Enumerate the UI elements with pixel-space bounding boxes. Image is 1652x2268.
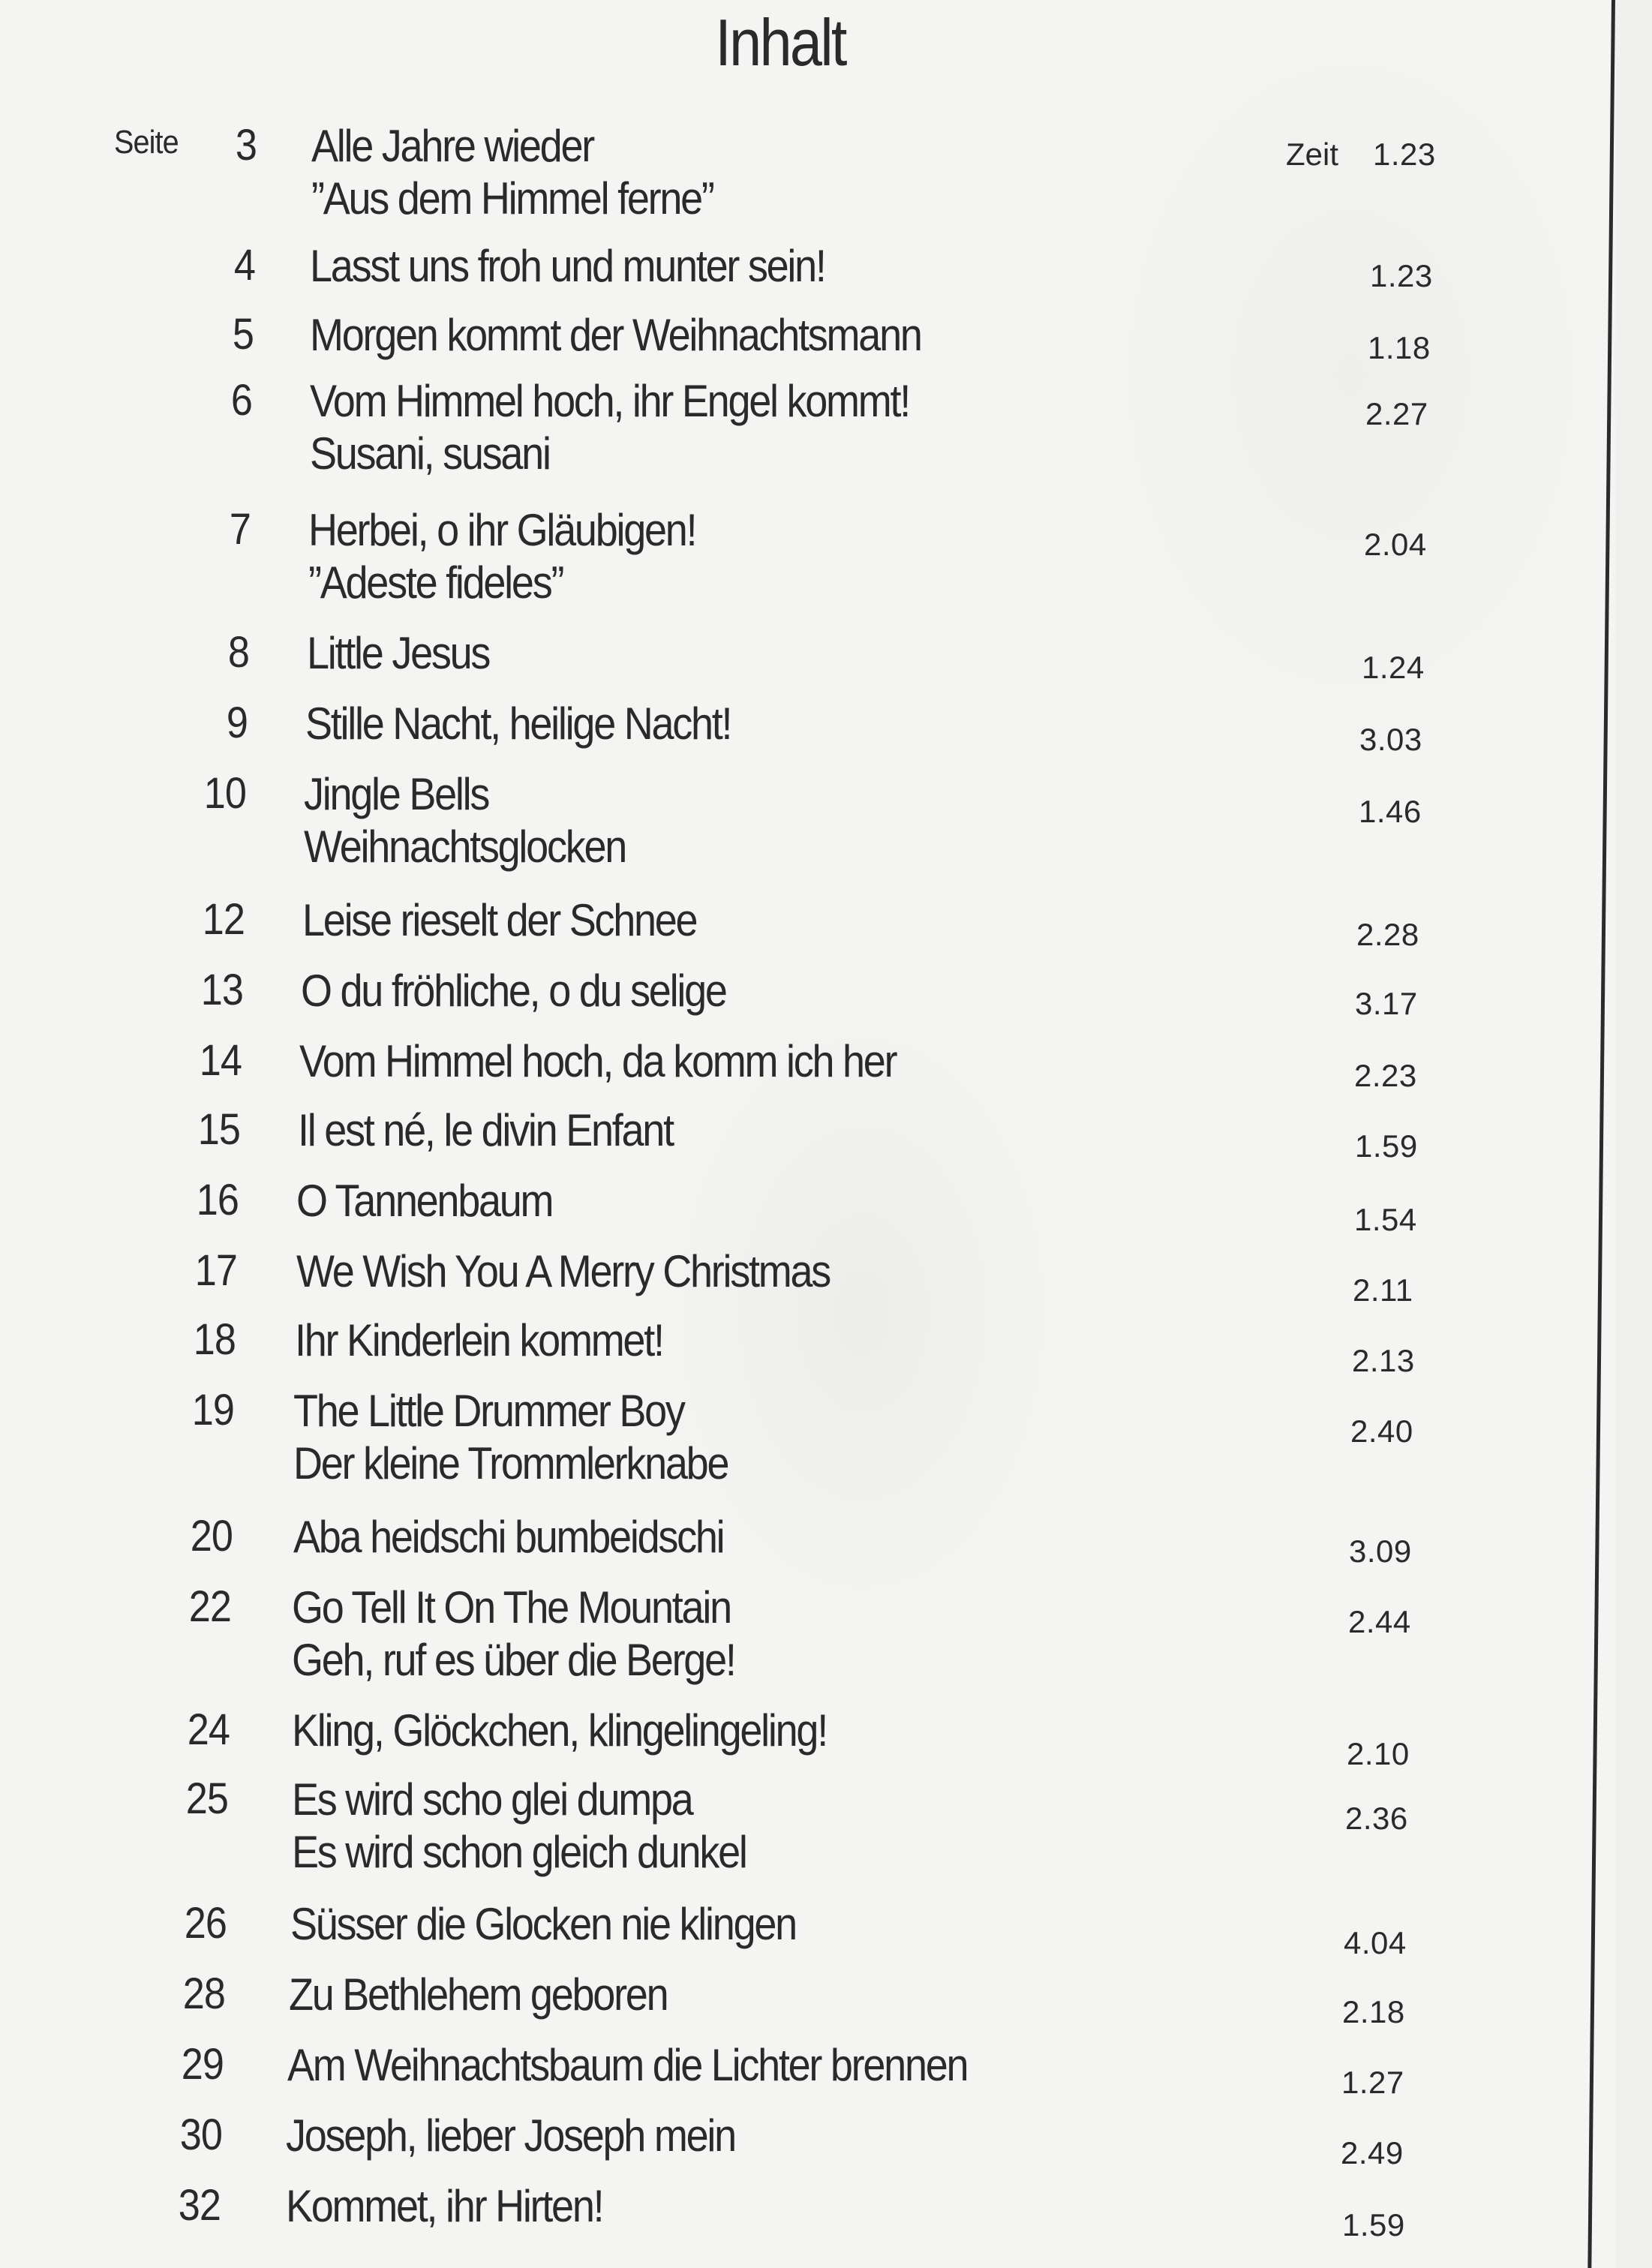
page-number: 8 <box>227 628 249 677</box>
song-title-line: Herbei, o ihr Gläubigen! <box>308 505 696 555</box>
page-number: 13 <box>200 966 243 1014</box>
page-number: 16 <box>196 1176 239 1224</box>
page-number: 7 <box>229 505 251 554</box>
duration: 2.11 <box>1353 1272 1413 1308</box>
page-number: 12 <box>202 895 245 944</box>
song-title-line: We Wish You A Merry Christmas <box>296 1246 830 1296</box>
duration: 2.23 <box>1354 1058 1417 1093</box>
page-number: 24 <box>187 1705 230 1754</box>
page-number: 18 <box>193 1315 236 1364</box>
song-title <box>289 1969 667 2021</box>
page-number: 14 <box>199 1036 242 1085</box>
song-subtitle-line: Geh, ruf es über die Berge! <box>292 1635 735 1685</box>
page-number: 25 <box>185 1774 228 1823</box>
page-number: 20 <box>190 1512 233 1561</box>
song-title-line: O Tannenbaum <box>296 1176 553 1226</box>
duration: 1.59 <box>1355 1128 1418 1164</box>
song-title <box>292 1705 827 1757</box>
duration: 3.17 <box>1355 986 1418 1021</box>
duration: 2.04 <box>1364 527 1427 562</box>
page-number: 9 <box>226 698 248 747</box>
song-title-line: Zu Bethlehem geboren <box>289 1969 668 2020</box>
song-subtitle-line: Der kleine Trommlerknabe <box>293 1438 728 1488</box>
page-number: 29 <box>181 2040 224 2089</box>
song-title <box>287 2039 967 2092</box>
song-title-line: The Little Drummer Boy <box>293 1386 684 1436</box>
page-number: 28 <box>182 1969 225 2018</box>
song-title-line: Kommet, ihr Hirten! <box>286 2181 603 2231</box>
song-title <box>293 1511 723 1564</box>
song-title <box>308 504 695 609</box>
duration: 1.46 <box>1359 794 1422 829</box>
duration: 1.54 <box>1354 1202 1417 1237</box>
duration: 1.27 <box>1341 2065 1404 2100</box>
time-column-label: Zeit <box>1286 137 1339 172</box>
song-title-line: Alle Jahre wieder <box>311 121 593 171</box>
song-title <box>311 120 713 225</box>
song-title-line: Go Tell It On The Mountain <box>292 1582 731 1633</box>
page-number: 17 <box>194 1246 237 1295</box>
duration: 2.13 <box>1352 1343 1415 1378</box>
song-title-line: Kling, Glöckchen, klingelingeling! <box>292 1705 827 1756</box>
song-title-line: Joseph, lieber Joseph mein <box>286 2110 735 2161</box>
song-title-line: Vom Himmel hoch, ihr Engel kommt! <box>310 376 910 426</box>
song-title <box>302 894 696 947</box>
duration: 2.28 <box>1356 917 1419 952</box>
page-number: 19 <box>191 1386 234 1434</box>
song-subtitle-line: Susani, susani <box>310 428 550 479</box>
song-title <box>305 698 731 750</box>
song-title-line: Am Weihnachtsbaum die Lichter brennen <box>287 2040 968 2090</box>
page-number: 26 <box>184 1899 227 1948</box>
song-title <box>286 2110 735 2162</box>
duration: 1.23 <box>1370 258 1433 293</box>
song-title-line: Stille Nacht, heilige Nacht! <box>305 698 731 749</box>
song-title <box>293 1385 728 1490</box>
song-subtitle-line: Weihnachtsglocken <box>304 822 626 872</box>
duration: 1.23 <box>1373 137 1436 172</box>
song-title <box>299 1035 896 1088</box>
duration: 2.27 <box>1365 396 1428 431</box>
page-number: 30 <box>179 2110 222 2159</box>
duration: 3.03 <box>1359 722 1422 757</box>
song-title <box>290 1898 796 1951</box>
page-edge-divider <box>1587 0 1615 2268</box>
song-title <box>304 768 626 873</box>
page-column-label: Seite <box>114 124 179 161</box>
duration: 3.09 <box>1349 1534 1412 1569</box>
song-title <box>307 627 489 680</box>
song-title-line: Es wird scho glei dumpa <box>292 1774 692 1825</box>
page-number: 3 <box>235 121 257 170</box>
song-title <box>296 1175 552 1227</box>
song-title-line: Ihr Kinderlein kommet! <box>295 1315 663 1365</box>
duration: 1.24 <box>1362 650 1425 685</box>
song-title-line: Il est né, le divin Enfant <box>298 1105 673 1155</box>
song-title <box>310 240 825 293</box>
song-subtitle-line: ”Aus dem Himmel ferne” <box>311 173 713 224</box>
duration: 2.18 <box>1342 1994 1405 2029</box>
duration: 2.44 <box>1348 1604 1411 1639</box>
page-number: 22 <box>188 1582 231 1631</box>
song-title <box>310 375 909 480</box>
song-title <box>301 965 726 1017</box>
song-title <box>292 1582 735 1687</box>
duration: 2.40 <box>1350 1413 1413 1449</box>
song-title-line: Süsser die Glocken nie klingen <box>290 1899 796 1949</box>
duration: 1.59 <box>1342 2207 1405 2242</box>
song-title <box>296 1245 830 1298</box>
song-subtitle-line: ”Adeste fideles” <box>308 557 563 608</box>
song-title-line: O du fröhliche, o du selige <box>301 966 726 1016</box>
duration: 2.36 <box>1345 1801 1408 1836</box>
duration: 1.18 <box>1368 330 1431 365</box>
song-title-line: Vom Himmel hoch, da komm ich her <box>299 1036 897 1086</box>
song-title <box>295 1314 663 1367</box>
page-margin <box>1615 0 1652 2268</box>
song-title-line: Morgen kommt der Weihnachtsmann <box>310 310 921 360</box>
song-title <box>310 309 921 362</box>
page-number: 5 <box>232 310 254 359</box>
song-title <box>286 2180 602 2233</box>
duration: 4.04 <box>1344 1925 1407 1960</box>
song-title <box>292 1774 746 1879</box>
song-title-line: Little Jesus <box>307 628 490 678</box>
page-number: 4 <box>233 241 255 290</box>
page-number: 32 <box>178 2181 221 2230</box>
song-title-line: Jingle Bells <box>304 769 489 819</box>
page-title: Inhalt <box>715 5 846 80</box>
page-number: 6 <box>230 376 252 425</box>
duration: 2.10 <box>1347 1736 1410 1771</box>
duration: 2.49 <box>1341 2135 1404 2170</box>
song-subtitle-line: Es wird schon gleich dunkel <box>292 1827 746 1877</box>
song-title-line: Leise rieselt der Schnee <box>302 895 697 945</box>
song-title-line: Aba heidschi bumbeidschi <box>293 1512 724 1562</box>
song-title-line: Lasst uns froh und munter sein! <box>310 241 825 291</box>
page-number: 15 <box>197 1105 240 1154</box>
page-number: 10 <box>203 769 246 818</box>
song-title <box>298 1104 673 1157</box>
